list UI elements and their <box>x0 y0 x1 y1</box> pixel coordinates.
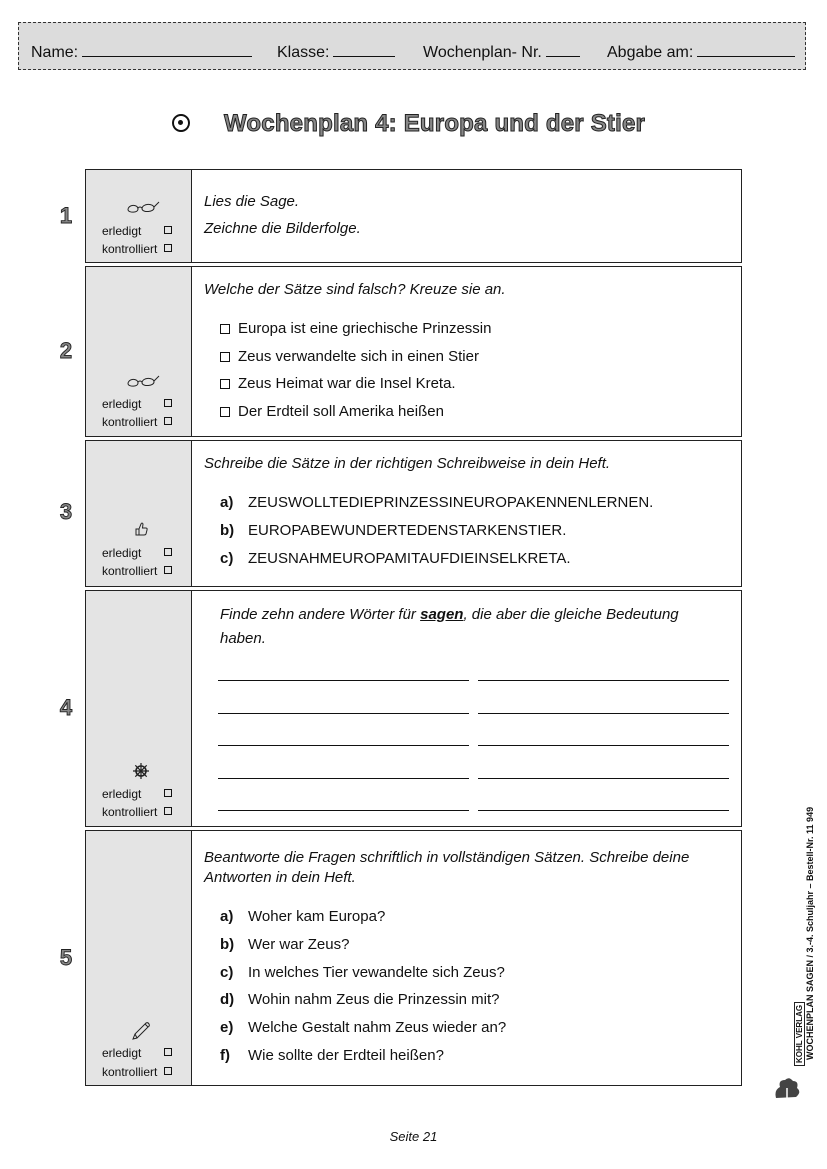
task-row-5 <box>59 830 742 1086</box>
task-content <box>192 441 741 586</box>
glasses-icon <box>126 374 156 393</box>
instruction: Beantworte die Fragen schriftlich in vollständigen Sätzen. Schreibe deine Antworten in dein Heft. <box>204 849 690 886</box>
instruction: Zeichne die Bilderfolge. <box>204 220 361 237</box>
question-item: b) Wer war Zeus? <box>220 936 350 953</box>
task-content <box>192 267 741 436</box>
answer-line[interactable] <box>218 810 469 811</box>
target-icon <box>172 114 190 132</box>
task-content <box>192 831 741 1085</box>
task-table <box>59 169 742 1086</box>
option-checkbox[interactable] <box>220 407 230 417</box>
task-number: 1 <box>59 203 73 228</box>
checked-checkbox[interactable]: kontrolliert <box>102 564 157 578</box>
done-checkbox[interactable]: erledigt <box>102 787 141 801</box>
task-number: 2 <box>59 338 73 363</box>
wheel-icon <box>126 763 156 784</box>
done-checkbox[interactable]: erledigt <box>102 397 141 411</box>
sentence-item: c) ZEUSNAHMEUROPAMITAUFDIEINSELKRETA. <box>220 550 571 567</box>
publisher-logo <box>772 1068 806 1102</box>
plan-number-field[interactable]: Wochenplan- Nr. <box>423 41 580 62</box>
task-number: 5 <box>59 945 73 970</box>
task-row-4 <box>59 590 742 827</box>
page-number: Seite 21 <box>389 1129 438 1144</box>
publisher-name: KOHL VERLAG <box>794 1002 805 1066</box>
name-field[interactable]: Name: <box>31 41 252 62</box>
question-item: c) In welches Tier vewandelte sich Zeus? <box>220 964 505 981</box>
task-row-2 <box>59 266 742 437</box>
done-checkbox[interactable]: erledigt <box>102 224 141 238</box>
keyword: sagen <box>420 606 464 623</box>
task-status-cell <box>86 441 192 586</box>
answer-line[interactable] <box>478 778 729 779</box>
option-checkbox[interactable] <box>220 352 230 362</box>
option-item[interactable]: Zeus verwandelte sich in einen Stier <box>220 348 479 365</box>
checked-checkbox[interactable]: kontrolliert <box>102 1065 157 1079</box>
task-row-3 <box>59 440 742 587</box>
question-item: a) Woher kam Europa? <box>220 908 386 925</box>
option-checkbox[interactable] <box>220 324 230 334</box>
glasses-icon <box>126 200 156 219</box>
answer-line[interactable] <box>218 680 469 681</box>
question-item: f) Wie sollte der Erdteil heißen? <box>220 1047 444 1064</box>
question-item: d) Wohin nahm Zeus die Prinzessin mit? <box>220 991 500 1008</box>
answer-line[interactable] <box>218 713 469 714</box>
title-row <box>0 110 827 144</box>
question-item: e) Welche Gestalt nahm Zeus wieder an? <box>220 1019 507 1036</box>
instruction: Schreibe die Sätze in der richtigen Schreibweise in dein Heft. <box>204 455 611 472</box>
task-content <box>192 170 741 262</box>
option-item[interactable]: Europa ist eine griechische Prinzessin <box>220 320 491 337</box>
instruction: Lies die Sage. <box>204 193 300 210</box>
answer-line[interactable] <box>478 745 729 746</box>
task-status-cell <box>86 170 192 262</box>
due-date-field[interactable]: Abgabe am: <box>607 41 795 62</box>
task-content <box>192 591 741 826</box>
task-row-1 <box>59 169 742 263</box>
thumbs-up-icon <box>126 521 156 542</box>
answer-line[interactable] <box>218 778 469 779</box>
task-number: 3 <box>59 499 73 524</box>
task-status-cell <box>86 831 192 1085</box>
sentence-item: b) EUROPABEWUNDERTEDENSTARKENSTIER. <box>220 522 567 539</box>
answer-line[interactable] <box>478 713 729 714</box>
answer-line[interactable] <box>478 810 729 811</box>
class-field[interactable]: Klasse: <box>277 41 395 62</box>
instruction: Finde zehn andere Wörter für sagen, die aber die gleiche Bedeutung haben. <box>220 606 679 647</box>
done-checkbox[interactable]: erledigt <box>102 1046 141 1060</box>
task-status-cell <box>86 267 192 436</box>
checked-checkbox[interactable]: kontrolliert <box>102 805 157 819</box>
done-checkbox[interactable]: erledigt <box>102 546 141 560</box>
instruction: Welche der Sätze sind falsch? Kreuze sie an. <box>204 281 506 298</box>
answer-line[interactable] <box>478 680 729 681</box>
page-title: Wochenplan 4: Europa und der Stier <box>224 110 646 137</box>
task-status-cell <box>86 591 192 826</box>
option-item[interactable]: Zeus Heimat war die Insel Kreta. <box>220 375 456 392</box>
option-checkbox[interactable] <box>220 379 230 389</box>
option-item[interactable]: Der Erdteil soll Amerika heißen <box>220 403 444 420</box>
answer-line[interactable] <box>218 745 469 746</box>
student-info-box <box>18 22 806 70</box>
pen-icon <box>126 1021 156 1046</box>
sidebar-order-info: WOCHENPLAN SAGEN / 3.-4. Schuljahr – Bestell-Nr. 11 949 <box>805 806 815 1060</box>
sentence-item: a) ZEUSWOLLTEDIEPRINZESSINEUROPAKENNENLERNEN. <box>220 494 654 511</box>
task-number: 4 <box>59 695 73 720</box>
checked-checkbox[interactable]: kontrolliert <box>102 415 157 429</box>
checked-checkbox[interactable]: kontrolliert <box>102 242 157 256</box>
